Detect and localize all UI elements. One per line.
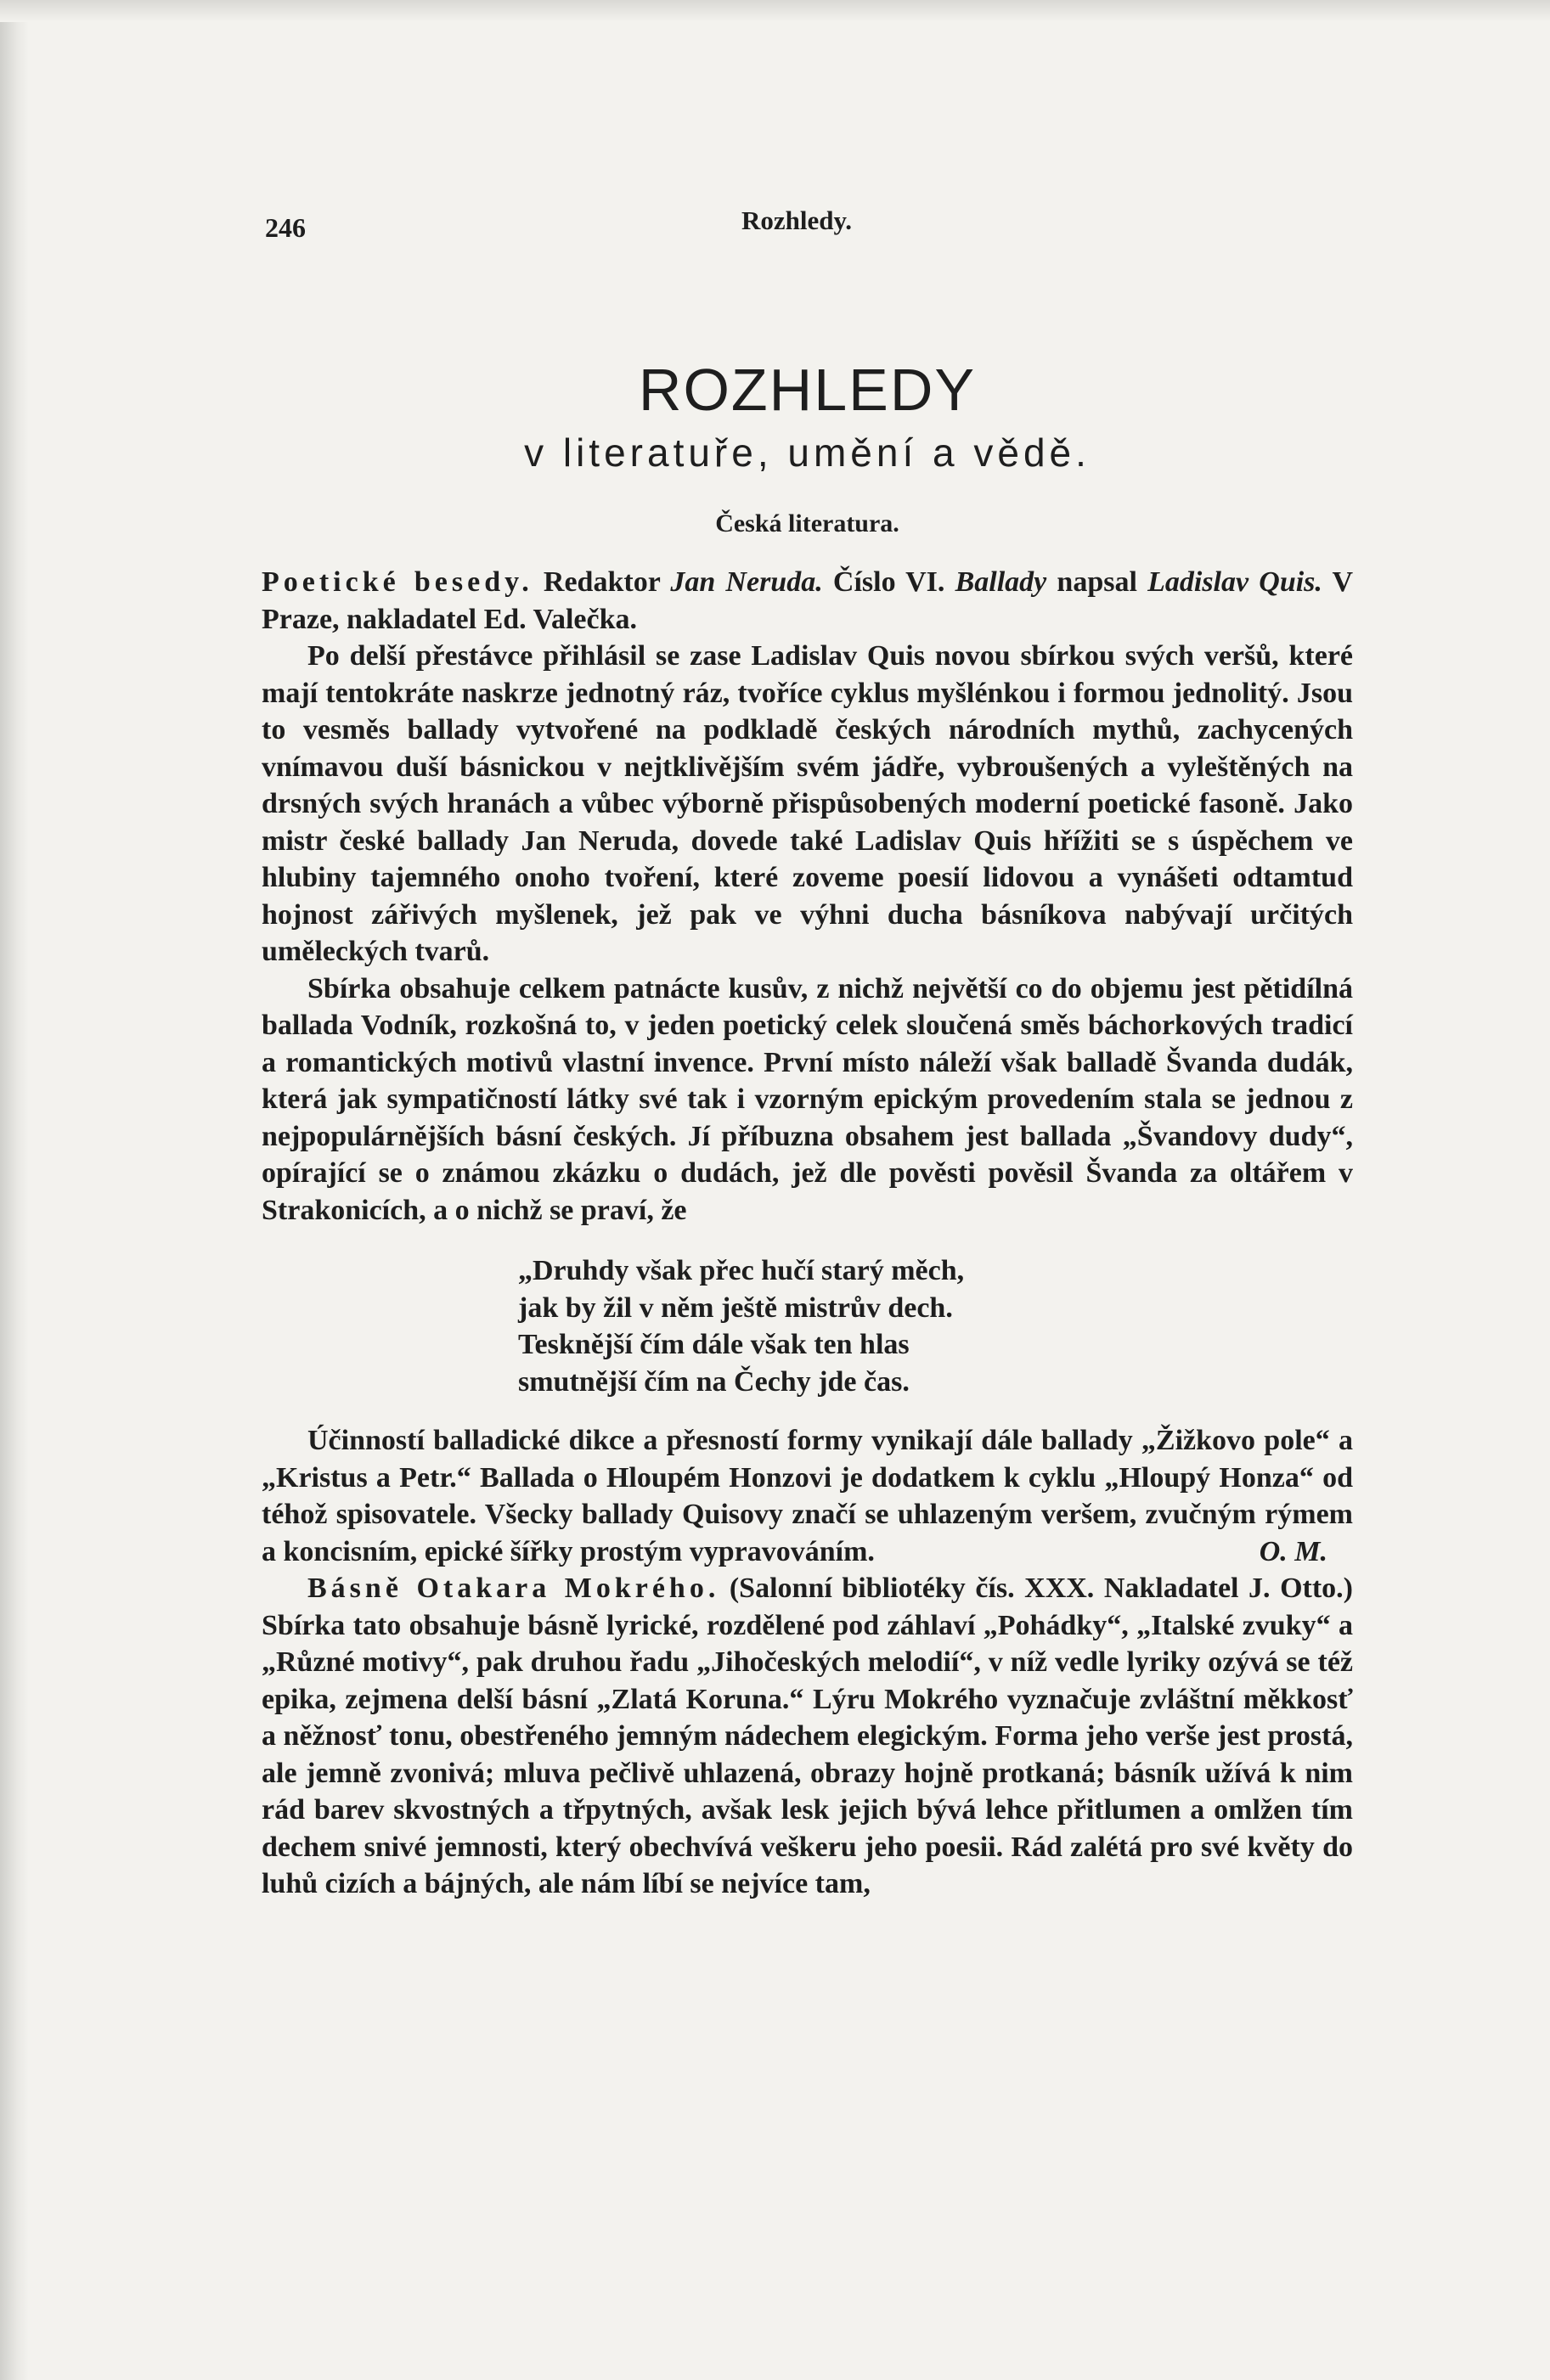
review1-signature: O. M.	[1259, 1535, 1327, 1567]
review1-meta-b: Číslo VI.	[822, 566, 955, 598]
review2-paragraph	[262, 1570, 1353, 1903]
review2-title: Básně Otakara Mokrého.	[307, 1573, 720, 1604]
review1-heading	[262, 564, 1353, 638]
review1-paragraph-3-text: Účinností balladické dikce a přesností formy vynikají dále ballady „Žižkovo pole“ a „Kristus a Petr.“ Ballada o Hloupém Honzovi je dodatkem k cyklu „Hloupý Honza“ od téhož spisovatele. Všecky ballady Quisovy značí se uhlazeným veršem, zvučným rýmem a koncisním, epické šířky prostým vypravováním.	[262, 1425, 1353, 1567]
running-head	[262, 202, 1353, 245]
section-heading: Česká literatura.	[715, 509, 899, 537]
scan-edge-top	[0, 0, 1550, 22]
review1-meta-a: Redaktor	[533, 566, 671, 598]
main-title: ROZHLEDY	[638, 357, 977, 423]
page	[262, 202, 1353, 1903]
review2-text: (Salonní bibliotéky čís. XXX. Nakladatel J. Otto.) Sbírka tato obsahuje básně lyrické, rozdělené pod záhlaví „Pohádky“, „Italské zvuky“ a „Různé motivy“, pak druhou řadu „Jihočeských melodií“, v níž vedle lyriky ozývá se též epika, zejmena delší básní „Zlatá Koruna.“ Lýru Mokrého vyznačuje zvláštní měkkosť a něžnosť tonu, obestřeného jemným nádechem elegickým. Forma jeho verše jest prostá, ale jemně zvonivá; mluva pečlivě uhlazená, obrazy hojně protkaná; básník užívá k nim rád barev skvostných a třpytných, avšak lesk jejich bývá lehce přitlumen a omlžen tím dechem snivé jemnosti, který obechvívá veškeru jeho poesii. Rád zalétá pro své květy do luhů cizích a bájných, ale nám líbí se nejvíce tam,	[262, 1573, 1353, 1899]
review1-editor: Jan Neruda.	[670, 566, 823, 598]
review1-paragraph-1: Po delší přestávce přihlásil se zase Ladislav Quis novou sbírkou svých veršů, které mají tentokráte naskrze jednotný ráz, tvoříce cyklus myšlénkou i formou jednolitý. Jsou to vesměs ballady vytvořené na podkladě českých národních mythů, zachycených vnímavou duší básnickou v nejtklivějším svém jádře, vybroušených a vyleštěných na drsných svých hranách a vůbec výborně přispůsobených moderní poetické fasoně. Jako mistr české ballady Jan Neruda, dovede také Ladislav Quis hřížiti se s úspěchem ve hlubiny tajemného onoho tvoření, které zoveme poesií lidovou a vynášeti odtamtud hojnost zářivých myšlenek, jež pak ve výhni ducha básníkova nabývají určitých uměleckých tvarů.	[262, 640, 1353, 967]
verse-line: smutnější čím na Čechy jde čas.	[518, 1365, 910, 1398]
review1-paragraph-2: Sbírka obsahuje celkem patnácte kusův, z nichž největší co do objemu jest pětidílná ballada Vodník, rozkošná to, v jeden poetický celek sloučená směs báchorkových tradicí a romantických motivů vlastní invence. První místo náleží však balladě Švanda dudák, která jak sympatičností látky své tak i vzorným epickým provedením stala se jednou z nejpopulárnějších básní českých. Jí příbuzna obsahem jest ballada „Švandovy dudy“, opírající se o známou zkázku o dudách, jež dle pověsti pověsil Švanda za oltářem v Strakonicích, a o nichž se praví, že	[262, 972, 1353, 1226]
scan-edge-left	[0, 0, 29, 2380]
review1-paragraph-3	[262, 1422, 1353, 1570]
review1-title: Poetické besedy.	[262, 566, 533, 598]
running-title: Rozhledy.	[741, 205, 853, 235]
review1-work: Ballady	[955, 566, 1047, 598]
review1-meta-d: V Praze, nakladatel Ed. Valečka.	[262, 566, 1354, 635]
page-number: 246	[265, 212, 306, 243]
verse-line: „Druhdy však přec hučí starý měch,	[518, 1255, 965, 1286]
review1-author: Ladislav Quis.	[1147, 566, 1322, 598]
verse-quote	[518, 1252, 1353, 1400]
verse-line: jak by žil v něm ještě mistrův dech.	[518, 1291, 953, 1324]
subtitle: v literatuře, umění a vědě.	[524, 430, 1091, 475]
verse-line: Tesknější čím dále však ten hlas	[518, 1329, 910, 1360]
review1-meta-c: napsal	[1046, 566, 1148, 598]
